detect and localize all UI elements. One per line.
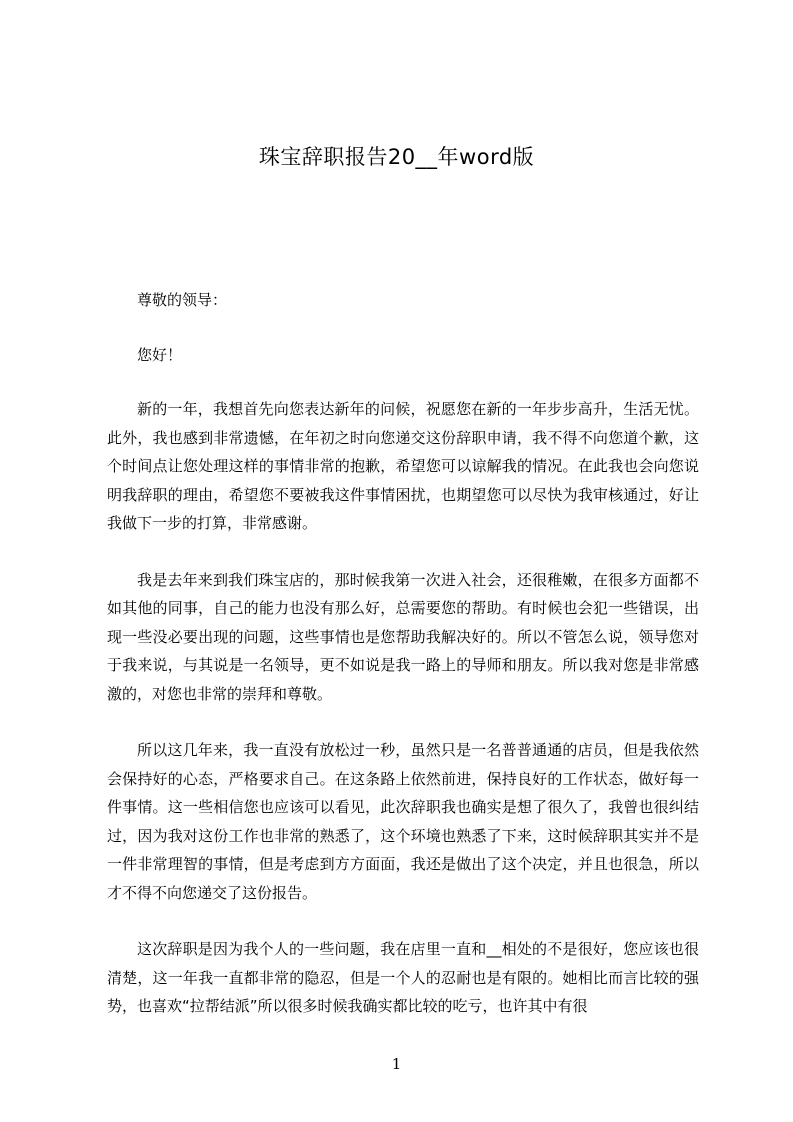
page-number: 1 <box>391 1055 402 1073</box>
letter-body <box>107 286 699 1021</box>
document-title: 珠宝辞职报告20__年word版 <box>258 145 535 169</box>
paragraph-4: 这次辞职是因为我个人的一些问题，我在店里一直和__相处的不是很好，您应该也很清楚，这一年我一直都非常的隐忍，但是一个人的忍耐也是有限的。她相比而言比较的强势，也喜欢“拉帮结派”所以很多时候我确实都比较的吃亏，也许其中有很 <box>107 940 699 1015</box>
paragraph-3: 所以这几年来，我一直没有放松过一秒，虽然只是一名普普通通的店员，但是我依然会保持好的心态，严格要求自己。在这条路上依然前进，保持良好的工作状态，做好每一件事情。这一些相信您也应该可以看见，此次辞职我也确实是想了很久了，我曾也很纠结过，因为我对这份工作也非常的熟悉了，这个环境也熟悉了下来，这时候辞职其实并不是一件非常理智的事情，但是考虑到方方面面，我还是做出了这个决定，并且也很急，所以才不得不向您递交了这份报告。 <box>107 741 699 902</box>
paragraph-2: 我是去年来到我们珠宝店的，那时候我第一次进入社会，还很稚嫩，在很多方面都不如其他的同事，自己的能力也没有那么好，总需要您的帮助。有时候也会犯一些错误，出现一些没必要出现的问题，这些事情也是您帮助我解决好的。所以不管怎么说，领导您对于我来说，与其说是一名领导，更不如说是我一路上的导师和朋友。所以我对您是非常感激的，对您也非常的崇拜和尊敬。 <box>107 570 699 703</box>
salutation: 尊敬的领导： <box>137 291 228 309</box>
greeting: 您好！ <box>137 345 183 364</box>
paragraph-1: 新的一年，我想首先向您表达新年的问候，祝愿您在新的一年步步高升，生活无忧。此外，我也感到非常遗憾，在年初之时向您递交这份辞职申请，我不得不向您道个歉，这个时间点让您处理这样的事情非常的抱歉，希望您可以谅解我的情况。在此我也会向您说明我辞职的理由，希望您不要被我这件事情困扰，也期望您可以尽快为我审核通过，好让我做下一步的打算，非常感谢。 <box>107 400 699 532</box>
